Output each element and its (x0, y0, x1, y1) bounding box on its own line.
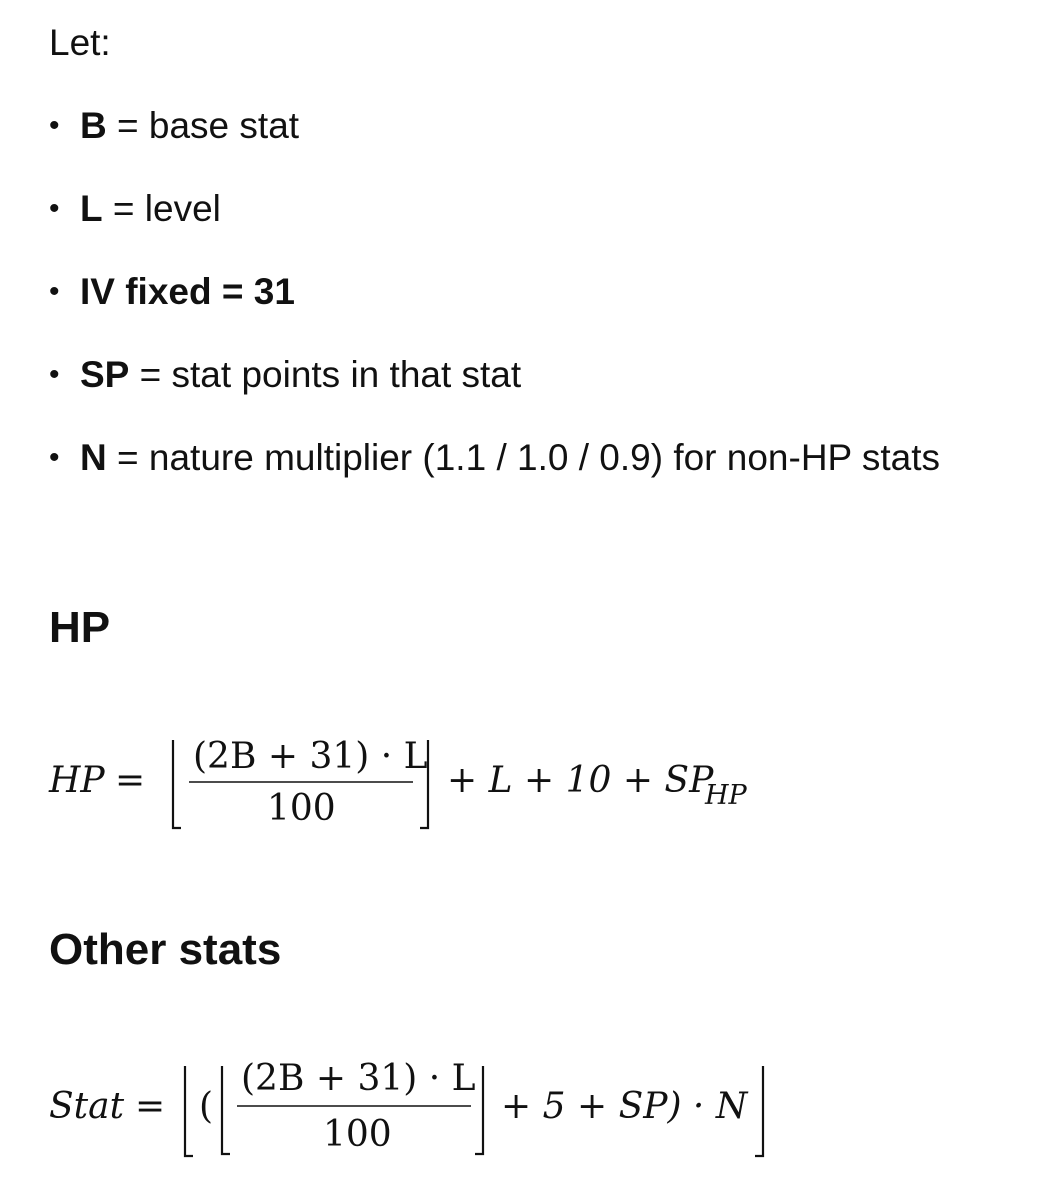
definition-term: IV fixed = 31 (80, 271, 295, 312)
outer-floor-right-bracket (755, 1066, 763, 1156)
other-formula-tail: + 5 + SP) · N (501, 1086, 748, 1127)
bullet-icon: • (49, 275, 60, 308)
definition-item (49, 183, 949, 235)
other-formula-lhs: Stat (49, 1086, 125, 1127)
bullet-icon: • (49, 358, 60, 391)
definition-text: = stat points in that stat (129, 354, 522, 395)
floor-left-bracket (173, 740, 181, 828)
hp-formula-subscript: HP (705, 780, 747, 811)
definition-term: SP (80, 354, 130, 395)
other-formula-equals: = (135, 1086, 166, 1127)
hp-formula-lhs: HP (49, 760, 105, 801)
other-formula-denominator: 100 (323, 1114, 392, 1155)
outer-floor-left-bracket (185, 1066, 193, 1156)
definition-item (49, 100, 949, 152)
hp-formula (49, 720, 809, 840)
other-stats-heading: Other stats (49, 925, 282, 974)
definition-text: = base stat (106, 105, 300, 146)
definition-term: B (80, 105, 107, 146)
hp-formula-svg (49, 720, 809, 840)
definition-list (49, 100, 949, 515)
other-stats-formula (49, 1046, 809, 1166)
definition-text: = nature multiplier (1.1 / 1.0 / 0.9) for non-HP stats (106, 437, 940, 478)
definition-term: N (80, 437, 107, 478)
hp-formula-tail: + L + 10 + SP (447, 760, 714, 801)
definition-item (49, 266, 949, 318)
other-formula-open-paren: ( (199, 1086, 214, 1127)
hp-heading: HP (49, 603, 111, 652)
definition-term: L (80, 188, 103, 229)
intro-text: Let: (49, 22, 111, 63)
definition-item (49, 432, 949, 484)
hp-formula-denominator: 100 (267, 788, 336, 829)
definition-text: = level (102, 188, 221, 229)
hp-formula-numerator: (2B + 31) · L (193, 736, 428, 777)
hp-formula-equals: = (115, 760, 146, 801)
inner-floor-left-bracket (222, 1066, 230, 1154)
bullet-icon: • (49, 192, 60, 225)
inner-floor-right-bracket (475, 1066, 483, 1154)
definition-item (49, 349, 949, 401)
other-stats-formula-svg (49, 1046, 809, 1166)
other-formula-numerator: (2B + 31) · L (241, 1058, 476, 1099)
bullet-icon: • (49, 441, 60, 474)
bullet-icon: • (49, 109, 60, 142)
